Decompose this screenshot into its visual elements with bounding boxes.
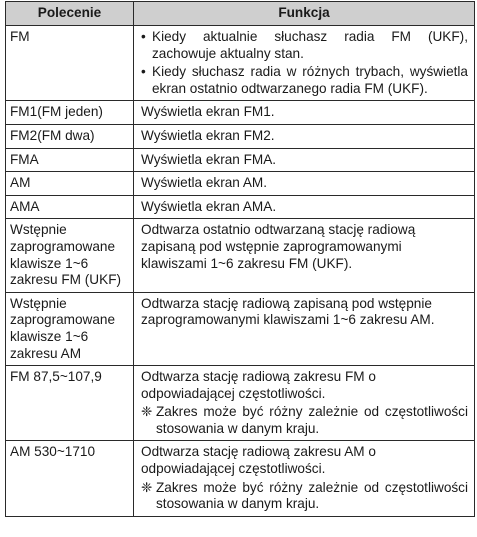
function-cell: Wyświetla ekran AMA. [134, 195, 475, 219]
table-row [6, 366, 475, 441]
function-cell [134, 366, 475, 441]
command-cell: FM [6, 26, 134, 101]
bullet-item [141, 64, 468, 97]
table-row [6, 148, 475, 172]
note-icon: ❈ [141, 479, 153, 495]
table-row [6, 195, 475, 219]
note-item [141, 404, 468, 437]
table-row [6, 124, 475, 148]
note-icon: ❈ [141, 404, 153, 420]
command-cell: FM2(FM dwa) [6, 124, 134, 148]
command-cell: Wstępnie zaprogramowane klawisze 1~6 zakresu FM (UKF) [6, 219, 134, 292]
voice-command-table [5, 1, 475, 517]
command-cell: FMA [6, 148, 134, 172]
function-cell: Wyświetla ekran FMA. [134, 148, 475, 172]
table-row [6, 26, 475, 101]
function-cell: Odtwarza stację radiową zapisaną pod wstępnie zaprogramowanymi klawiszami 1~6 zakresu AM. [134, 292, 475, 365]
command-cell: Wstępnie zaprogramowane klawisze 1~6 zakresu AM [6, 292, 134, 365]
note-text: Zakres może być różny zależnie od częstotliwości stosowania w danym kraju. [156, 479, 468, 512]
bullet-text: Kiedy słuchasz radia w różnych trybach, wyświetla ekran ostatnio odtwarzanego radia FM (UKF). [152, 64, 468, 96]
function-cell [134, 26, 475, 101]
function-cell: Wyświetla ekran FM1. [134, 101, 475, 125]
command-cell: AMA [6, 195, 134, 219]
function-text: Odtwarza stację radiową zakresu FM o odpowiadającej częstotliwości. [141, 369, 376, 401]
function-text: Odtwarza stację radiową zakresu AM o odpowiadającej częstotliwości. [141, 444, 376, 477]
note-text: Zakres może być różny zależnie od częstotliwości stosowania w danym kraju. [156, 404, 468, 436]
function-cell [134, 441, 475, 516]
table-row [6, 219, 475, 292]
command-column-header: Polecenie [6, 2, 134, 26]
function-cell: Wyświetla ekran FM2. [134, 124, 475, 148]
command-cell: AM 530~1710 [6, 441, 134, 516]
bullet-icon: • [141, 64, 146, 80]
function-column-header: Funkcja [134, 2, 475, 26]
function-cell: Odtwarza ostatnio odtwarzaną stację radiową zapisaną pod wstępnie zaprogramowanymi klawiszami 1~6 zakresu FM (UKF). [134, 219, 475, 292]
note-item [141, 480, 468, 513]
bullet-icon: • [141, 29, 146, 44]
bullet-text: Kiedy aktualnie słuchasz radia FM (UKF), zachowuje aktualny stan. [152, 29, 468, 61]
bullet-item [141, 29, 468, 62]
command-cell: AM [6, 172, 134, 196]
command-cell: FM1(FM jeden) [6, 101, 134, 125]
command-cell: FM 87,5~107,9 [6, 366, 134, 441]
function-cell: Wyświetla ekran AM. [134, 172, 475, 196]
table-row [6, 101, 475, 125]
table-row [6, 441, 475, 516]
table-header-row [6, 2, 475, 26]
table-row [6, 292, 475, 365]
table-row [6, 172, 475, 196]
